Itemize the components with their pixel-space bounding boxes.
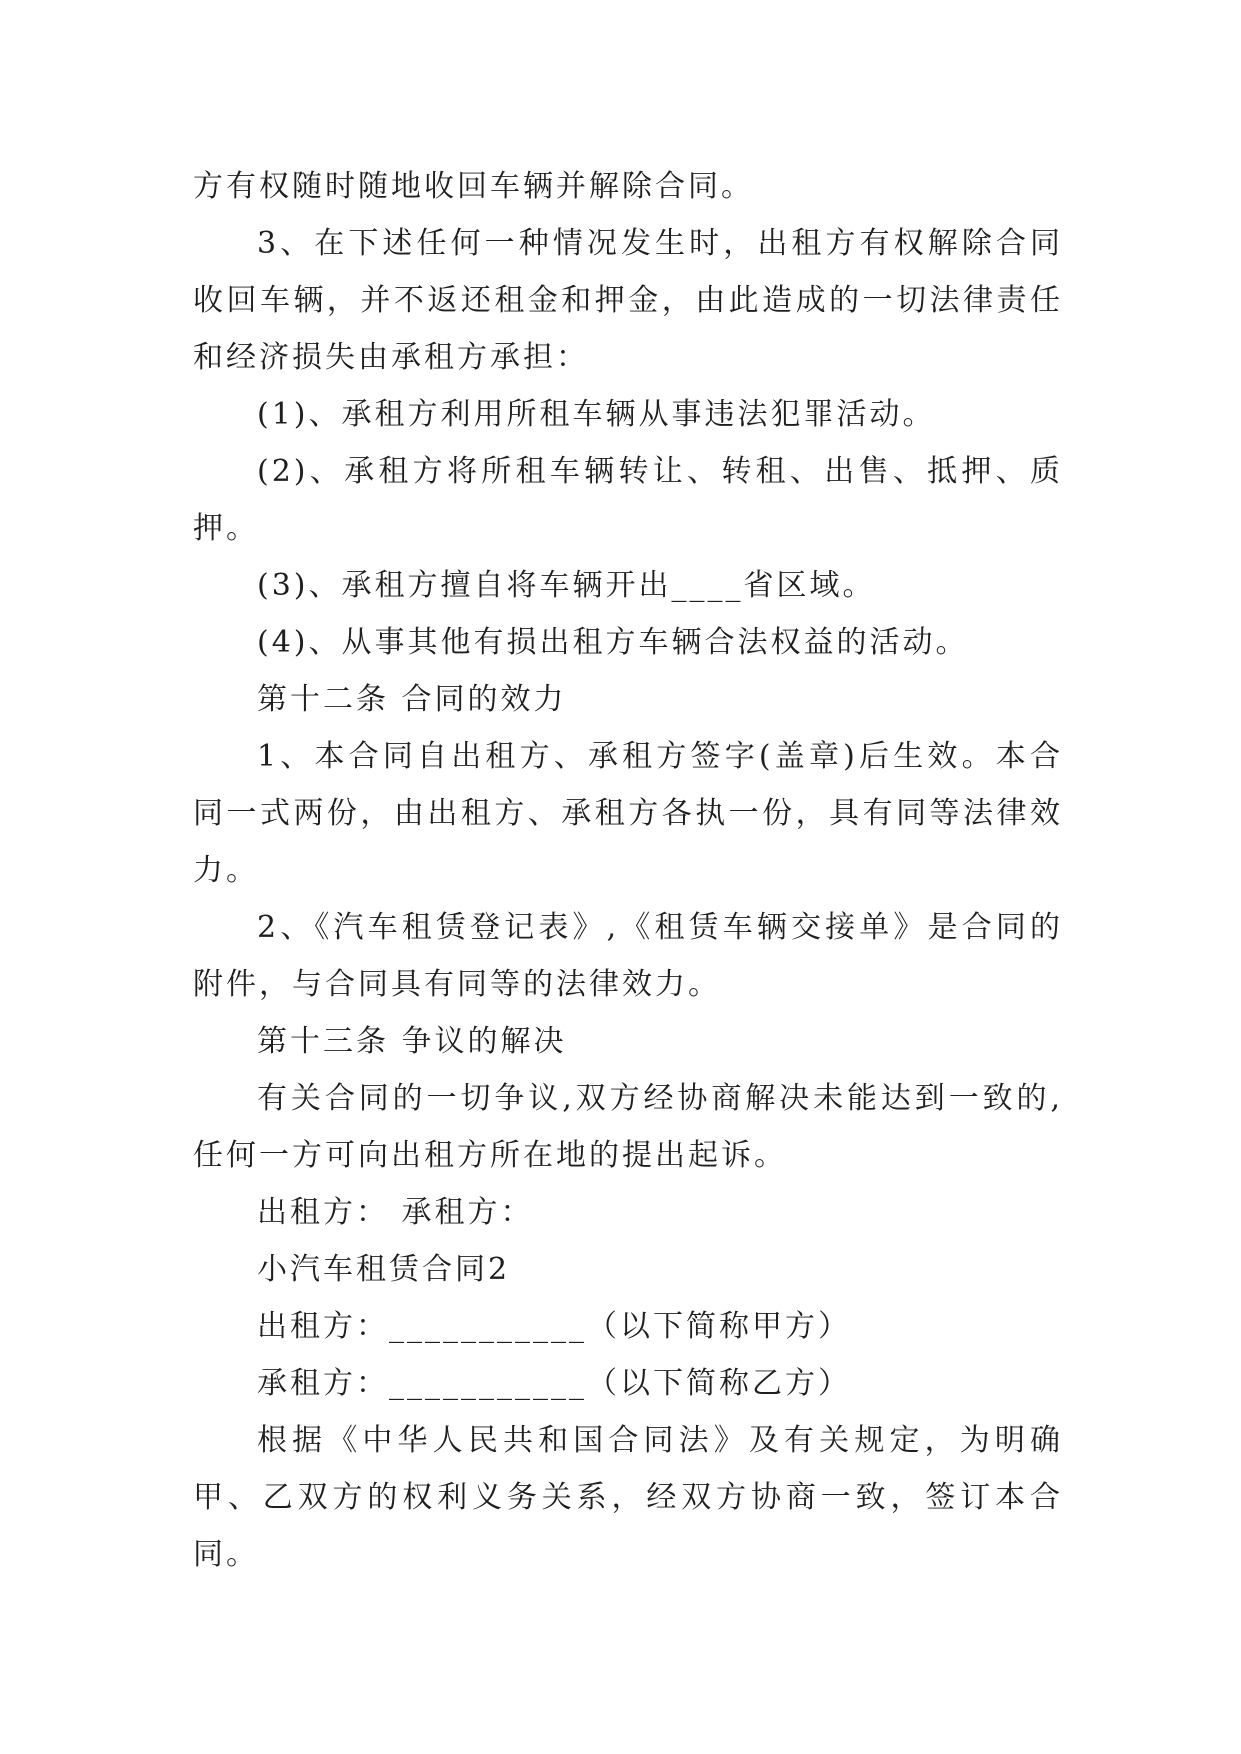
paragraph: 2、《汽车租赁登记表》,《租赁车辆交接单》是合同的附件，与合同具有同等的法律效力。 <box>193 910 1063 1002</box>
lessor-line: 出租方：___________（以下简称甲方） <box>257 1309 851 1344</box>
section-heading: 第十二条 合同的效力 <box>257 682 567 717</box>
paragraph: (2)、承租方将所租车辆转让、转租、出售、抵押、质押。 <box>193 454 1063 546</box>
paragraph: (3)、承租方擅自将车辆开出____省区域。 <box>257 568 876 603</box>
contract-title: 小汽车租赁合同2 <box>257 1252 511 1287</box>
paragraph: (1)、承租方利用所租车辆从事违法犯罪活动。 <box>257 397 936 432</box>
section-heading: 第十三条 争议的解决 <box>257 1024 567 1059</box>
signature-line: 出租方： 承租方： <box>257 1195 534 1230</box>
document-body <box>193 158 1063 1583</box>
paragraph: 有关合同的一切争议,双方经协商解决未能达到一致的,任何一方可向出租方所在地的提出起诉。 <box>193 1081 1063 1173</box>
paragraph: 根据《中华人民共和国合同法》及有关规定，为明确甲、乙双方的权利义务关系，经双方协商一致，签订本合同。 <box>193 1423 1063 1572</box>
paragraph: 1、本合同自出租方、承租方签字(盖章)后生效。本合同一式两份，由出租方、承租方各执一份，具有同等法律效力。 <box>193 739 1063 888</box>
paragraph: (4)、从事其他有损出租方车辆合法权益的活动。 <box>257 625 969 660</box>
paragraph: 方有权随时随地收回车辆并解除合同。 <box>193 169 754 204</box>
paragraph: 3、在下述任何一种情况发生时，出租方有权解除合同收回车辆，并不返还租金和押金，由此造成的一切法律责任和经济损失由承租方承担： <box>193 226 1063 375</box>
lessee-line: 承租方：___________（以下简称乙方） <box>257 1366 851 1401</box>
